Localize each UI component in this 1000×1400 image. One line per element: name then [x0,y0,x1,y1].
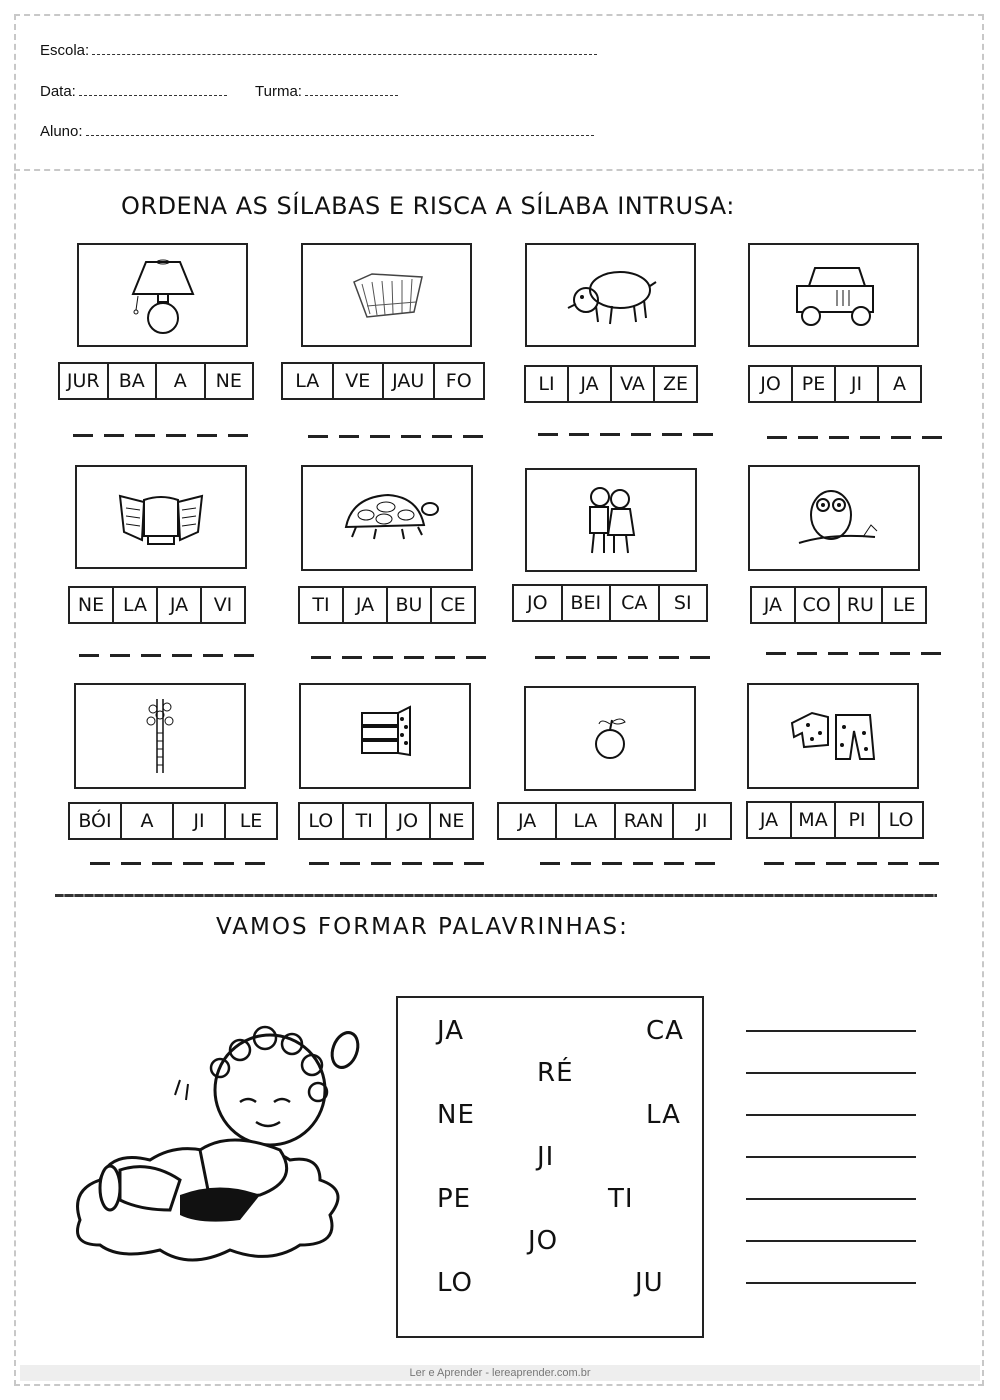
syllable[interactable]: TI [344,804,388,838]
syllable[interactable]: CE [440,594,466,616]
syllable[interactable]: A [157,364,206,398]
syllable[interactable]: JUR [60,364,109,398]
class-field[interactable] [255,83,398,100]
free-syllable: JA [437,1016,464,1046]
free-syllable: JO [528,1226,559,1256]
kiss-icon [556,477,666,563]
student-field[interactable] [40,123,594,140]
syllable[interactable]: BU [388,588,432,622]
student-label: Aluno: [40,123,83,140]
syllable[interactable]: VE [334,364,385,398]
answer-blank-6[interactable] [311,656,486,659]
syllable-set-11 [497,802,732,840]
answer-blank-10[interactable] [309,862,484,865]
answer-blank-8[interactable] [766,652,941,655]
brick-icon [330,693,440,779]
picture-kiss [525,468,697,572]
picture-brick [299,683,471,789]
syllable[interactable]: JI [696,810,708,832]
syllable-set-5 [68,586,246,624]
syllable[interactable]: JA [569,367,612,401]
syllable[interactable]: JO [387,804,431,838]
syllable[interactable]: LO [888,809,914,831]
orange-icon [555,696,665,782]
syllable-set-7 [512,584,708,622]
lamp-icon [108,252,218,338]
date-field[interactable] [40,83,227,100]
syllable[interactable]: JA [752,588,796,622]
syllable[interactable]: JA [499,804,557,838]
syllable-set-10 [298,802,474,840]
window-icon [106,474,216,560]
owl-icon [779,475,889,561]
word-answer-line-3[interactable] [746,1114,916,1116]
word-answer-line-5[interactable] [746,1198,916,1200]
syllable[interactable]: BEI [563,586,612,620]
syllable[interactable]: BA [109,364,158,398]
syllable[interactable]: NE [70,588,114,622]
syllable[interactable]: JO [750,367,793,401]
syllable[interactable]: RAN [616,804,674,838]
answer-blank-11[interactable] [540,862,715,865]
picture-cage [301,243,472,347]
syllable[interactable]: JA [344,588,388,622]
syllable[interactable]: FO [445,370,472,392]
syllable[interactable]: PE [793,367,836,401]
exercise1-title: ORDENA AS SÍLABAS E RISCA A SÍLABA INTRUSA: [121,192,735,220]
syllable[interactable]: JA [158,588,202,622]
syllable[interactable]: JO [514,586,563,620]
syllable[interactable]: JA [748,803,792,837]
free-syllable: TI [608,1184,634,1214]
free-syllable: LO [437,1268,474,1298]
header-separator [14,169,984,171]
syllable[interactable]: JI [836,367,879,401]
syllable-set-8 [750,586,927,624]
school-blank[interactable] [92,53,597,55]
free-syllable: RÉ [537,1058,574,1088]
syllable[interactable]: NE [215,370,242,392]
free-syllable: JU [635,1268,664,1298]
syllable[interactable]: LA [114,588,158,622]
answer-blank-1[interactable] [73,434,248,437]
word-answer-line-2[interactable] [746,1072,916,1074]
syllable-set-4 [748,365,922,403]
syllable[interactable]: LA [557,804,615,838]
syllable[interactable]: SI [673,592,692,614]
word-answer-line-1[interactable] [746,1030,916,1032]
picture-jeep [748,243,919,347]
syllable[interactable]: RU [840,588,884,622]
syllable[interactable]: LI [526,367,569,401]
footer-credit: Ler e Aprender - lereaprender.com.br [20,1365,980,1381]
syllable[interactable]: CO [796,588,840,622]
syllable[interactable]: JAU [384,364,435,398]
syllable[interactable]: A [122,804,174,838]
word-answer-line-4[interactable] [746,1156,916,1158]
pajamas-icon [778,693,888,779]
school-label: Escola: [40,42,90,59]
picture-boar [525,243,696,347]
class-label: Turma: [255,83,302,100]
answer-blank-3[interactable] [538,433,713,436]
picture-lamp [77,243,248,347]
school-field[interactable] [40,42,597,59]
picture-orange [524,686,696,791]
syllable[interactable]: NE [438,810,465,832]
word-answer-line-6[interactable] [746,1240,916,1242]
jeep-icon [779,252,889,338]
answer-blank-4[interactable] [767,436,942,439]
syllable[interactable]: LE [892,594,916,616]
picture-owl [748,465,920,571]
free-syllable: JI [537,1142,555,1172]
syllable-set-1 [58,362,254,400]
picture-turtle [301,465,473,571]
cage-icon [332,252,442,338]
syllable[interactable]: JI [174,804,226,838]
answer-blank-5[interactable] [79,654,254,657]
bean-plant-icon [105,693,215,779]
syllable[interactable]: LO [300,804,344,838]
answer-blank-12[interactable] [764,862,939,865]
free-syllable: PE [437,1184,472,1214]
syllable[interactable]: PI [836,803,880,837]
syllable[interactable]: MA [792,803,836,837]
date-blank[interactable] [79,94,227,96]
angel-on-cloud-illustration [60,1010,370,1275]
boar-icon [556,252,666,338]
free-syllable: NE [437,1100,475,1130]
date-label: Data: [40,83,76,100]
free-syllable: LA [646,1100,681,1130]
answer-blank-2[interactable] [308,435,483,438]
syllable-set-2 [281,362,485,400]
student-blank[interactable] [86,134,594,136]
syllable[interactable]: BÓI [70,804,122,838]
section-divider [55,894,937,897]
answer-blank-9[interactable] [90,862,265,865]
syllable[interactable]: LA [283,364,334,398]
syllable[interactable]: CA [611,586,660,620]
syllable[interactable]: TI [300,588,344,622]
syllable-set-6 [298,586,476,624]
picture-window [75,465,247,569]
syllable[interactable]: ZE [662,373,689,395]
syllable[interactable]: VA [612,367,655,401]
syllable-set-9 [68,802,278,840]
syllable[interactable]: VI [213,594,233,616]
syllable[interactable]: A [893,373,906,395]
picture-pajamas [747,683,919,789]
exercise2-title: VAMOS FORMAR PALAVRINHAS: [216,914,629,940]
syllable-set-12 [746,801,924,839]
word-answer-line-7[interactable] [746,1282,916,1284]
picture-bean-plant [74,683,246,789]
syllable[interactable]: LE [239,810,263,832]
turtle-icon [332,475,442,561]
syllable-set-3 [524,365,698,403]
free-syllable: CA [646,1016,684,1046]
answer-blank-7[interactable] [535,656,710,659]
class-blank[interactable] [305,94,398,96]
